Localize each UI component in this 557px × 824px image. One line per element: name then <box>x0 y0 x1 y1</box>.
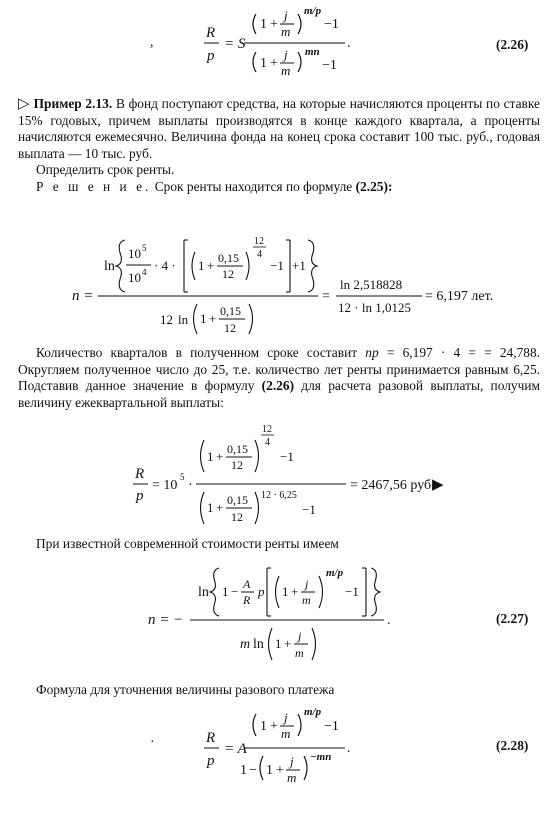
svg-text:−1: −1 <box>324 719 339 734</box>
svg-text:j: j <box>284 47 288 62</box>
svg-text:ln: ln <box>253 637 264 652</box>
solution-label: Р е ш е н и е. <box>36 178 152 194</box>
refinement-paragraph: Формула для уточнения величины разового платежа <box>36 682 335 697</box>
svg-text:−1: −1 <box>280 449 294 464</box>
svg-text:1: 1 <box>275 636 282 651</box>
svg-text:1: 1 <box>266 763 273 778</box>
svg-text:= 6,197 лет.: = 6,197 лет. <box>425 289 494 304</box>
svg-text:p: p <box>136 488 144 504</box>
svg-text:ln: ln <box>198 585 209 600</box>
svg-text:m: m <box>281 24 291 39</box>
svg-text:12: 12 <box>262 424 272 435</box>
svg-text:ln: ln <box>178 312 189 327</box>
svg-text:−: − <box>249 763 257 778</box>
svg-text:R: R <box>135 466 145 482</box>
svg-text:ln 2,518828: ln 2,518828 <box>340 277 403 292</box>
svg-text:1: 1 <box>207 500 214 515</box>
formula-2-27 <box>0 562 557 668</box>
svg-text:.: . <box>347 741 351 756</box>
svg-text:m/p: m/p <box>304 706 322 718</box>
eq-S: = S <box>224 36 246 52</box>
example-title: Пример 2.13. <box>33 96 113 111</box>
svg-text:1: 1 <box>282 584 289 599</box>
svg-text:−1: −1 <box>322 58 337 73</box>
svg-text:p: p <box>207 753 215 769</box>
svg-text:· 4 ·: · 4 · <box>154 258 176 273</box>
svg-text:= A: = A <box>224 741 247 757</box>
formula-payment <box>0 418 557 528</box>
svg-text:j: j <box>284 710 288 725</box>
svg-text:4: 4 <box>265 437 270 448</box>
svg-text:1: 1 <box>260 56 267 71</box>
svg-text:= 2467,56 руб.: = 2467,56 руб. <box>350 478 435 493</box>
svg-text:5: 5 <box>142 243 147 253</box>
svg-text:10: 10 <box>128 246 141 261</box>
svg-text:10: 10 <box>128 270 141 285</box>
svg-text:1: 1 <box>200 311 207 326</box>
svg-text:+1: +1 <box>292 258 306 273</box>
example-task: Определить срок ренты. <box>36 162 175 178</box>
svg-text:j: j <box>305 577 309 591</box>
svg-text:+: + <box>276 763 284 778</box>
equation-number-2-28: (2.28) <box>496 738 529 753</box>
svg-text:m/p: m/p <box>304 5 322 17</box>
example-text: В фонд поступают средства, на которые начисляются проценты по ставке 15% годовых, причем выплаты производятся в конце каждого квартала, а проценты начисляются ежемесячно. Величина фонда на конец срока составит 100 тыс. руб., годовая выплата — 10 тыс. руб. <box>18 96 540 161</box>
solution-text: Срок ренты находится по формуле <box>154 178 353 194</box>
svg-text:m/p: m/p <box>326 567 344 579</box>
quarters-paragraph: Количество кварталов в полученном сроке составит np = 6,197 · 4 = = 24,788. Округляем полученное число до 25, т.е. количество лет ренты принимается равным 6,25. Подставив данное значение в формулу (2.26) для расчета разовой выплаты, получим величину ежеквартальной выплаты: <box>18 345 541 410</box>
svg-text:ln: ln <box>104 259 115 274</box>
svg-text:,: , <box>150 35 154 50</box>
svg-text:12 · 6,25: 12 · 6,25 <box>261 490 297 501</box>
svg-text:n = −: n = − <box>148 612 184 628</box>
svg-text:·: · <box>150 735 155 750</box>
svg-text:−1: −1 <box>302 502 316 517</box>
svg-text:1: 1 <box>198 258 205 273</box>
svg-text:0,15: 0,15 <box>220 304 241 318</box>
svg-text:R: R <box>206 730 216 746</box>
svg-text:m: m <box>295 646 304 660</box>
svg-text:+: + <box>270 17 278 32</box>
svg-text:m: m <box>281 63 291 78</box>
lhs-p: p <box>207 48 215 64</box>
svg-text:= 10: = 10 <box>152 478 178 493</box>
example-start-marker: ▷ <box>18 96 30 112</box>
svg-text:+: + <box>270 56 278 71</box>
svg-text:−1: −1 <box>345 584 359 599</box>
svg-text:12 · ln 1,0125: 12 · ln 1,0125 <box>338 300 411 315</box>
svg-text:+: + <box>270 719 278 734</box>
svg-text:12: 12 <box>231 458 243 472</box>
svg-text:12: 12 <box>254 236 264 247</box>
example-end-marker: ▶ <box>432 477 444 493</box>
svg-text:p: p <box>258 584 265 599</box>
solution-ref: (2.25): <box>355 178 393 194</box>
example-block <box>18 96 540 196</box>
svg-text:=: = <box>322 289 330 304</box>
svg-text:m: m <box>302 593 311 607</box>
formula-2-28 <box>0 704 557 804</box>
svg-text:A: A <box>243 577 251 591</box>
svg-text:.: . <box>387 613 391 628</box>
svg-text:1: 1 <box>240 763 247 778</box>
lhs-R: R <box>206 25 216 41</box>
svg-text:+: + <box>209 311 217 326</box>
svg-text:12: 12 <box>222 267 234 281</box>
svg-text:j: j <box>284 8 288 23</box>
svg-text:4: 4 <box>142 267 147 277</box>
example-statement <box>18 96 540 162</box>
formula-2-26 <box>0 0 557 90</box>
svg-text:+: + <box>216 449 224 464</box>
svg-text:12: 12 <box>224 321 236 335</box>
svg-text:+: + <box>216 500 224 515</box>
svg-text:1: 1 <box>260 17 267 32</box>
equation-number-2-27: (2.27) <box>496 611 529 626</box>
svg-text:−1: −1 <box>270 258 284 273</box>
svg-text:5: 5 <box>180 472 185 482</box>
svg-text:12: 12 <box>160 312 173 327</box>
svg-text:m: m <box>287 770 297 785</box>
svg-text:+: + <box>291 584 299 599</box>
svg-text:j: j <box>290 754 294 769</box>
svg-text:0,15: 0,15 <box>218 251 239 265</box>
svg-text:.: . <box>347 36 351 51</box>
svg-text:−mn: −mn <box>310 751 332 763</box>
formula-n <box>0 230 557 340</box>
svg-text:R: R <box>243 593 251 607</box>
svg-text:m: m <box>240 637 251 652</box>
svg-text:+: + <box>207 258 215 273</box>
svg-text:1: 1 <box>260 719 267 734</box>
equation-number-2-26: (2.26) <box>496 37 529 52</box>
svg-text:n =: n = <box>72 288 94 304</box>
svg-text:12: 12 <box>231 510 243 524</box>
svg-text:4: 4 <box>257 249 262 260</box>
svg-text:0,15: 0,15 <box>227 493 248 507</box>
solution-line <box>18 179 540 196</box>
svg-text:−: − <box>231 584 239 599</box>
svg-text:+: + <box>284 636 292 651</box>
svg-text:1: 1 <box>222 584 229 599</box>
svg-text:−1: −1 <box>324 17 339 32</box>
svg-text:·: · <box>188 478 193 493</box>
present-value-paragraph: При известной современной стоимости ренты имеем <box>36 536 339 551</box>
svg-text:1: 1 <box>207 449 214 464</box>
svg-text:0,15: 0,15 <box>227 442 248 456</box>
svg-text:m: m <box>281 726 291 741</box>
svg-text:mn: mn <box>305 46 320 58</box>
svg-text:j: j <box>298 629 302 643</box>
